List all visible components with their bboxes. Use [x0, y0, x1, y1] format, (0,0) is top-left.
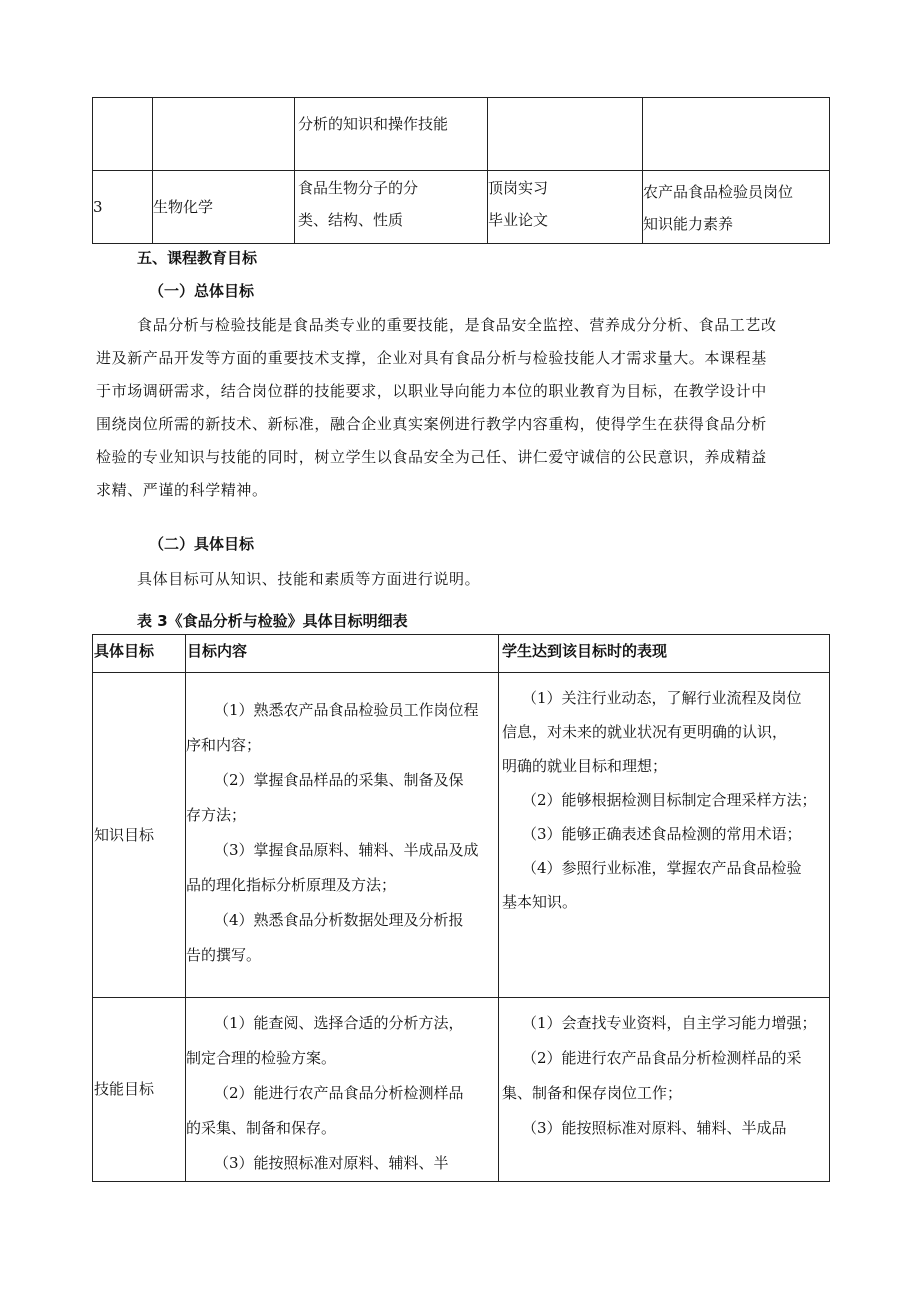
row3-position-line: 知识能力素养: [643, 215, 734, 233]
top-cell-follow: [488, 98, 643, 171]
row3-course: 生物化学: [153, 171, 295, 244]
table-row: [93, 171, 830, 244]
header-performance: 学生达到该目标时的表现: [499, 635, 830, 673]
para-line: 围绕岗位所需的新技术、新标准，融合企业真实案例进行教学内容重构，使得学生在获得食品分析: [96, 415, 767, 433]
header-goal: 具体目标: [93, 635, 186, 673]
perf-line: 基本知识。: [502, 893, 578, 911]
content-line: （4）熟悉食品分析数据处理及分析报: [214, 911, 464, 929]
perf-line: （3）能够正确表述食品检测的常用术语；: [522, 825, 802, 843]
content-line: （2）掌握食品样品的采集、制备及保: [214, 771, 464, 789]
para-line: 进及新产品开发等方面的重要技术支撑，企业对具有食品分析与检验技能人才需求量大。本课程基: [96, 349, 767, 367]
header-content: 目标内容: [186, 635, 499, 673]
perf-line: （4）参照行业标准，掌握农产品食品检验: [522, 859, 802, 877]
content-line: （2）能进行农产品食品分析检测样品: [214, 1084, 464, 1102]
row3-content-line: 食品生物分子的分: [298, 179, 419, 197]
skill-content: [186, 998, 499, 1182]
content-line: 品的理化指标分析原理及方法；: [186, 876, 397, 894]
section5-heading: 五、课程教育目标: [137, 249, 258, 267]
knowledge-content: [186, 673, 499, 998]
goals-table: [92, 634, 830, 1182]
top-cell-content: 分析的知识和操作技能: [295, 98, 488, 171]
table-row: [93, 98, 830, 171]
perf-line: （3）能按照标准对原料、辅料、半成品: [522, 1119, 787, 1137]
content-line: （1）熟悉农产品食品检验员工作岗位程: [214, 701, 479, 719]
goal-knowledge: 知识目标: [93, 673, 186, 998]
sub1-heading: （一）总体目标: [149, 282, 255, 300]
content-line: 存方法；: [186, 806, 247, 824]
knowledge-performance: [499, 673, 830, 998]
para-line: 食品分析与检验技能是食品类专业的重要技能，是食品安全监控、营养成分分析、食品工艺改: [137, 316, 777, 334]
row3-content: [295, 171, 488, 244]
table-header-row: [93, 635, 830, 673]
top-cell-index: [93, 98, 153, 171]
table3-caption: 表 3《食品分析与检验》具体目标明细表: [137, 612, 408, 630]
sub2-text: 具体目标可从知识、技能和素质等方面进行说明。: [137, 570, 481, 588]
goal-skill: 技能目标: [93, 998, 186, 1182]
row3-follow-line: 顶岗实习: [488, 179, 549, 197]
content-line: （3）掌握食品原料、辅料、半成品及成: [214, 841, 479, 859]
row3-content-line: 类、结构、性质: [298, 211, 404, 229]
top-table: [92, 97, 830, 244]
content-line: （3）能按照标准对原料、辅料、半: [214, 1154, 449, 1172]
row3-position-line: 农产品食品检验员岗位: [643, 183, 794, 201]
perf-line: 集、制备和保存岗位工作；: [502, 1084, 683, 1102]
content-line: 制定合理的检验方案。: [186, 1049, 337, 1067]
row3-follow-line: 毕业论文: [488, 211, 549, 229]
table-row: [93, 998, 830, 1182]
sub1-paragraph: [96, 309, 837, 507]
perf-line: （1）会查找专业资料，自主学习能力增强；: [522, 1014, 817, 1032]
table-row: [93, 673, 830, 998]
content-line: （1）能查阅、选择合适的分析方法，: [214, 1014, 464, 1032]
content-line: 序和内容；: [186, 736, 262, 754]
content-line: 的采集、制备和保存。: [186, 1119, 337, 1137]
para-line: 检验的专业知识与技能的同时，树立学生以食品安全为己任、讲仁爱守诚信的公民意识，养成精益: [96, 448, 767, 466]
para-line: 于市场调研需求，结合岗位群的技能要求，以职业导向能力本位的职业教育为目标，在教学设计中: [96, 382, 767, 400]
perf-line: 明确的就业目标和理想；: [502, 757, 668, 775]
top-cell-position: [643, 98, 830, 171]
para-line: 求精、严谨的科学精神。: [96, 481, 268, 499]
row3-index: 3: [93, 171, 153, 244]
perf-line: （1）关注行业动态，了解行业流程及岗位: [522, 689, 802, 707]
perf-line: （2）能进行农产品食品分析检测样品的采: [522, 1049, 802, 1067]
row3-position: [643, 171, 830, 244]
skill-performance: [499, 998, 830, 1182]
perf-line: 信息，对未来的就业状况有更明确的认识，: [502, 723, 788, 741]
top-cell-course: [153, 98, 295, 171]
row3-follow: [488, 171, 643, 244]
perf-line: （2）能够根据检测目标制定合理采样方法；: [522, 791, 817, 809]
sub2-heading: （二）具体目标: [149, 535, 255, 553]
content-line: 告的撰写。: [186, 946, 262, 964]
